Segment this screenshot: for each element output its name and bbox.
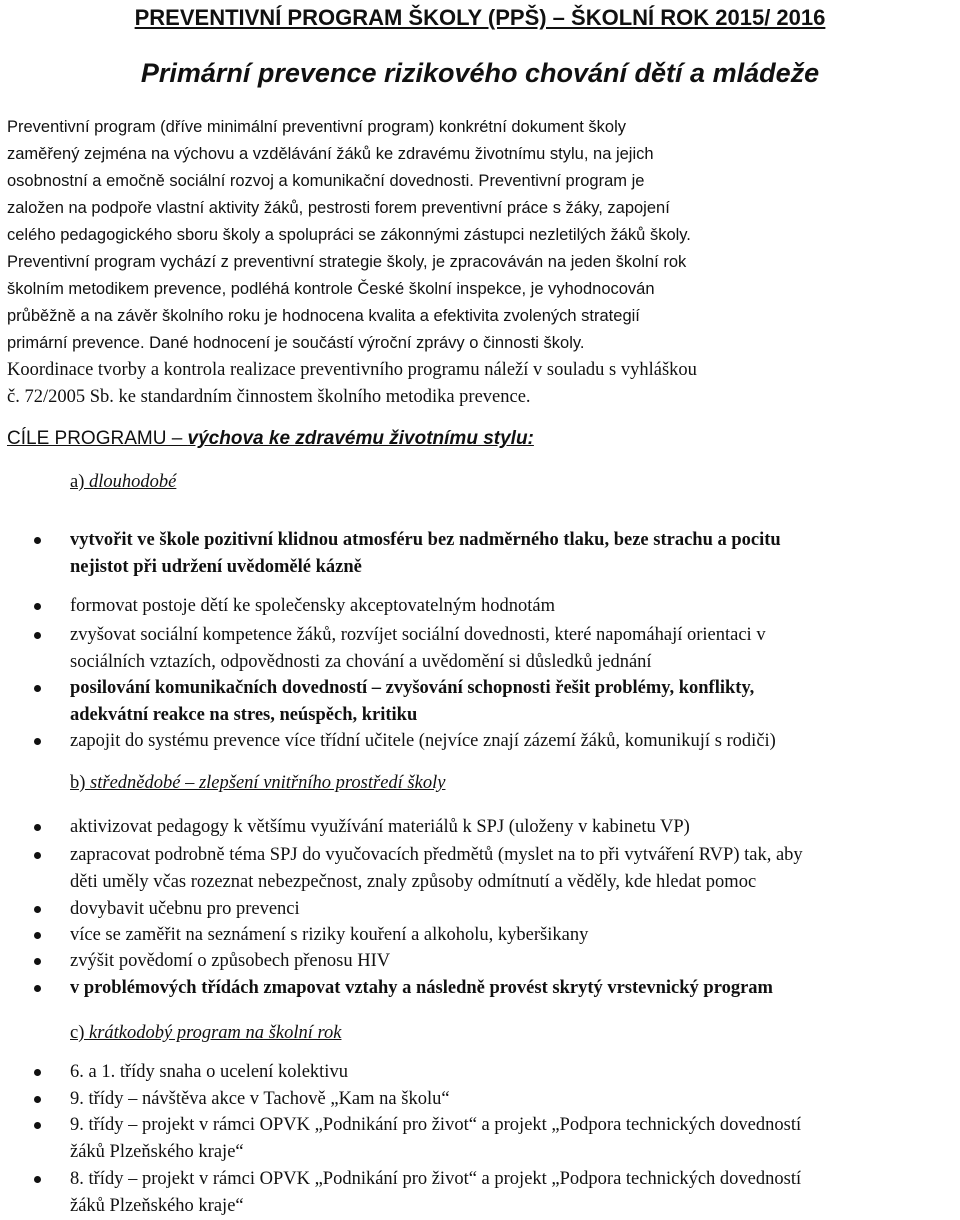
bullet-icon	[34, 932, 41, 939]
goal-item-text: v problémových třídách zmapovat vztahy a následně provést skrytý vrstevnický program	[70, 978, 773, 998]
goal-item-text: 9. třídy – projekt v rámci OPVK „Podnikání pro život“ a projekt „Podpora technických dovedností	[70, 1115, 802, 1135]
goal-item-text: žáků Plzeňského kraje“	[70, 1142, 244, 1162]
bullet-icon	[34, 738, 41, 745]
intro-line: osobnostní a emočně sociální rozvoj a komunikační dovednosti. Preventivní program je	[7, 172, 645, 190]
bullet-icon	[34, 1096, 41, 1103]
short-term-prefix: c)	[70, 1023, 89, 1043]
bullet-icon	[34, 824, 41, 831]
long-term-goal-item	[70, 593, 956, 620]
bullet-icon	[34, 985, 41, 992]
intro-line: průběžně a na závěr školního roku je hodnocena kvalita a efektivita zvolených strategií	[7, 307, 640, 325]
long-term-goal-item	[70, 527, 956, 581]
intro-line: zaměřený zejména na výchovu a vzdělávání žáků ke zdravému životnímu stylu, na jejich	[7, 145, 654, 163]
goal-item-text: posilování komunikačních dovedností – zvyšování schopnosti řešit problémy, konflikty,	[70, 678, 755, 698]
mid-term-goal-item	[70, 896, 956, 923]
goal-item-text: děti uměly včas rozeznat nebezpečnost, znaly způsoby odmítnutí a věděly, kde hledat pomoc	[70, 872, 757, 892]
long-term-goal-item	[70, 675, 956, 729]
bullet-icon	[34, 852, 41, 859]
mid-term-goal-item	[70, 948, 956, 975]
intro-line: Preventivní program vychází z preventivní strategie školy, je zpracováván na jeden školní rok	[7, 253, 687, 271]
mid-term-goal-item	[70, 814, 956, 841]
short-term-goal-item	[70, 1166, 956, 1220]
goal-item-text: aktivizovat pedagogy k většímu využívání materiálů k SPJ (uloženy v kabinetu VP)	[70, 817, 690, 837]
goal-item-text: zvýšit povědomí o způsobech přenosu HIV	[70, 951, 391, 971]
intro-line: č. 72/2005 Sb. ke standardním činnostem školního metodika prevence.	[7, 387, 531, 407]
goal-item-text: zapojit do systému prevence více třídní učitele (nejvíce znají zázemí žáků, komunikují s rodiči)	[70, 731, 776, 751]
goals-heading-topic: výchova ke zdravému životnímu stylu:	[187, 428, 534, 449]
goal-item-text: 9. třídy – návštěva akce v Tachově „Kam na školu“	[70, 1089, 450, 1109]
intro-line: celého pedagogického sboru školy a spolupráci se zákonnými zástupci nezletilých žáků školy.	[7, 226, 691, 244]
bullet-icon	[34, 603, 41, 610]
mid-term-subheading	[70, 773, 445, 794]
goal-item-text: 8. třídy – projekt v rámci OPVK „Podnikání pro život“ a projekt „Podpora technických dovedností	[70, 1169, 802, 1189]
mid-term-goal-item	[70, 842, 956, 896]
goal-item-text: více se zaměřit na seznámení s riziky kouření a alkoholu, kyberšikany	[70, 925, 589, 945]
long-term-label: dlouhodobé	[89, 472, 177, 492]
bullet-icon	[34, 958, 41, 965]
goal-item-text: dovybavit učebnu pro prevenci	[70, 899, 300, 919]
short-term-goal-item	[70, 1112, 956, 1166]
bullet-icon	[34, 906, 41, 913]
goal-item-text: formovat postoje dětí ke společensky akceptovatelným hodnotám	[70, 596, 555, 616]
goal-item-text: zapracovat podrobně téma SPJ do vyučovacích předmětů (myslet na to při vytváření RVP) tak, aby	[70, 845, 803, 865]
goal-item-text: 6. a 1. třídy snaha o ucelení kolektivu	[70, 1062, 348, 1082]
goal-item-text: žáků Plzeňského kraje“	[70, 1196, 244, 1216]
goal-item-text: vytvořit ve škole pozitivní klidnou atmosféru bez nadměrného tlaku, beze strachu a pocitu	[70, 530, 781, 550]
mid-term-goal-item	[70, 922, 956, 949]
long-term-prefix: a)	[70, 472, 89, 492]
mid-term-prefix: b)	[70, 773, 91, 793]
goals-heading	[7, 428, 534, 450]
mid-term-label: střednědobé – zlepšení vnitřního prostředí školy	[90, 773, 446, 793]
intro-line: školním metodikem prevence, podléhá kontrole České školní inspekce, je vyhodnocován	[7, 280, 655, 298]
goal-item-text: adekvátní reakce na stres, neúspěch, kritiku	[70, 705, 418, 725]
goal-item-text: zvyšovat sociální kompetence žáků, rozvíjet sociální dovednosti, které napomáhají orientaci v	[70, 625, 766, 645]
intro-line: Koordinace tvorby a kontrola realizace preventivního programu náleží v souladu s vyhláškou	[7, 360, 697, 380]
short-term-goal-item	[70, 1059, 956, 1086]
long-term-goal-item	[70, 622, 956, 676]
bullet-icon	[34, 1176, 41, 1183]
intro-line: primární prevence. Dané hodnocení je součástí výroční zprávy o činnosti školy.	[7, 334, 585, 352]
goals-heading-main: CÍLE PROGRAMU –	[7, 428, 188, 449]
long-term-subheading	[70, 472, 176, 493]
short-term-goal-item	[70, 1086, 956, 1113]
goal-item-text: sociálních vztazích, odpovědnosti za chování a uvědomění si důsledků jednání	[70, 652, 652, 672]
document-subtitle: Primární prevence rizikového chování dětí a mládeže	[140, 58, 820, 88]
bullet-icon	[34, 1122, 41, 1129]
bullet-icon	[34, 685, 41, 692]
goal-item-text: nejistot při udržení uvědomělé kázně	[70, 557, 362, 577]
intro-line: Preventivní program (dříve minimální preventivní program) konkrétní dokument školy	[7, 118, 626, 136]
bullet-icon	[34, 537, 41, 544]
long-term-goal-item	[70, 728, 956, 755]
intro-line: založen na podpoře vlastní aktivity žáků, pestrosti forem preventivní práce s žáky, zapojení	[7, 199, 670, 217]
short-term-subheading	[70, 1023, 341, 1044]
mid-term-goal-item	[70, 975, 956, 1002]
bullet-icon	[34, 632, 41, 639]
bullet-icon	[34, 1069, 41, 1076]
short-term-label: krátkodobý program na školní rok	[89, 1023, 342, 1043]
document-title: PREVENTIVNÍ PROGRAM ŠKOLY (PPŠ) – ŠKOLNÍ ROK 2015/ 2016	[134, 5, 826, 30]
